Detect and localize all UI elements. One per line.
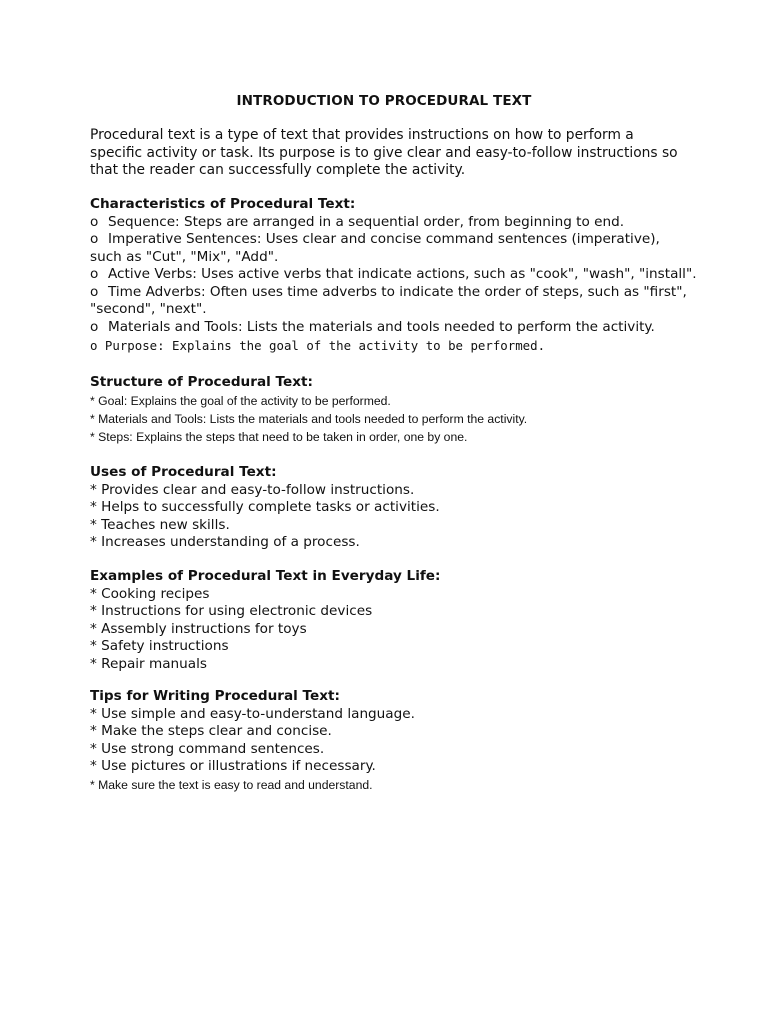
list-item [90, 231, 690, 266]
bullet-marker: o [90, 283, 99, 300]
tips-section [90, 688, 690, 794]
list-item-text: Materials and Tools: Lists the materials and tools needed to perform the activity. [108, 319, 655, 336]
list-item [90, 319, 690, 337]
list-item: * Make sure the text is easy to read and understand. [90, 777, 373, 792]
list-item: * Make the steps clear and concise. [90, 723, 332, 740]
uses-section [90, 464, 690, 552]
list-item: * Helps to successfully complete tasks or activities. [90, 499, 440, 516]
list-item: * Use pictures or illustrations if necessary. [90, 758, 376, 775]
list-item: * Materials and Tools: Lists the materials and tools needed to perform the activity. [90, 411, 528, 426]
examples-heading: Examples of Procedural Text in Everyday Life: [90, 568, 441, 584]
list-item: * Cooking recipes [90, 585, 210, 602]
bullet-marker: o [90, 213, 99, 230]
list-item: * Use simple and easy-to-understand language. [90, 705, 415, 722]
document-title: INTRODUCTION TO PROCEDURAL TEXT [236, 93, 532, 109]
bullet-marker: o [90, 231, 99, 248]
characteristics-section [90, 196, 697, 354]
list-item: * Safety instructions [90, 638, 229, 655]
intro-paragraph: Procedural text is a type of text that provides instructions on how to perform a specific activity or task. Its purpose is to give clear and easy-to-follow instructions so that the reader can successfully complete the activity. [90, 127, 678, 179]
bullet-marker: o [90, 266, 99, 283]
uses-heading: Uses of Procedural Text: [90, 464, 277, 480]
list-item-text: Imperative Sentences: Uses clear and concise command sentences (imperative), such as "Cut", "Mix", "Add". [90, 231, 660, 265]
bullet-marker: o [90, 319, 99, 336]
tips-heading: Tips for Writing Procedural Text: [90, 688, 340, 704]
list-item: o Purpose: Explains the goal of the activity to be performed. [90, 337, 546, 353]
list-item: * Increases understanding of a process. [90, 534, 360, 551]
list-item: * Repair manuals [90, 655, 207, 672]
list-item [90, 214, 690, 232]
characteristics-heading: Characteristics of Procedural Text: [90, 196, 356, 212]
list-item: * Use strong command sentences. [90, 740, 325, 757]
list-item [90, 266, 697, 284]
list-item: * Provides clear and easy-to-follow instructions. [90, 481, 415, 498]
list-item: * Teaches new skills. [90, 516, 230, 533]
list-item: * Assembly instructions for toys [90, 620, 307, 637]
list-item: * Instructions for using electronic devices [90, 603, 373, 620]
list-item-text: Time Adverbs: Often uses time adverbs to indicate the order of steps, such as "first", "second", "next". [90, 283, 687, 318]
list-item-text: Active Verbs: Uses active verbs that indicate actions, such as "cook", "wash", "install". [108, 266, 697, 283]
structure-section [90, 374, 690, 446]
list-item: * Goal: Explains the goal of the activity to be performed. [90, 393, 391, 408]
list-item-text: Sequence: Steps are arranged in a sequential order, from beginning to end. [108, 213, 625, 230]
list-item [90, 284, 690, 319]
structure-heading: Structure of Procedural Text: [90, 374, 313, 390]
list-item: * Steps: Explains the steps that need to be taken in order, one by one. [90, 429, 468, 444]
examples-section [90, 568, 690, 673]
